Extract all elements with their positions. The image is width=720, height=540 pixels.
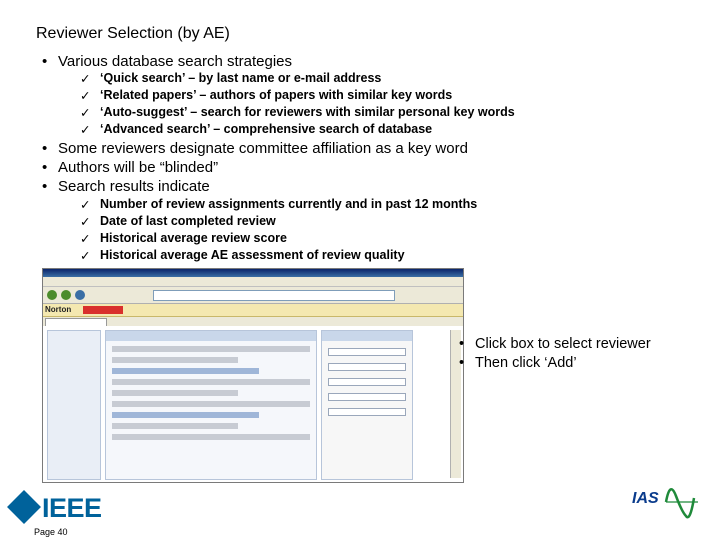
- norton-logo: Norton: [45, 305, 72, 314]
- checklist-text: ‘Quick search’ – by last name or e-mail address: [100, 71, 382, 85]
- screenshot-scrollbar: [450, 330, 461, 478]
- screenshot-toolbar: [43, 287, 463, 304]
- reload-icon: [75, 290, 85, 300]
- forward-icon: [61, 290, 71, 300]
- callout-click-add: [459, 355, 577, 371]
- bullet-committee: [42, 140, 468, 157]
- panel-header: [106, 331, 316, 341]
- page-number: Page 40: [34, 527, 68, 537]
- norton-toolbar: [43, 304, 463, 317]
- callout-text: Click box to select reviewer: [475, 336, 651, 352]
- screenshot-menubar: [43, 277, 463, 287]
- panel-row: [112, 379, 310, 385]
- checklist-text: ‘Related papers’ – authors of papers with similar key words: [100, 88, 453, 102]
- panel-row: [112, 390, 238, 396]
- checklist-item: [80, 88, 453, 103]
- address-bar: [153, 290, 395, 301]
- bullet-blinded: [42, 159, 219, 176]
- checklist-item: [80, 71, 382, 86]
- checkmark-icon: ✓: [80, 232, 91, 246]
- bullet-dot: •: [42, 159, 48, 176]
- bullet-text: Authors will be “blinded”: [58, 159, 219, 176]
- panel-row: [112, 423, 238, 429]
- checkmark-icon: ✓: [80, 249, 91, 263]
- slide-title: Reviewer Selection (by AE): [36, 25, 230, 42]
- screenshot-titlebar: [43, 269, 463, 277]
- panel-field: [328, 363, 406, 371]
- panel-field: [328, 408, 406, 416]
- checklist-item: [80, 231, 287, 246]
- checklist-text: Date of last completed review: [100, 214, 276, 228]
- back-icon: [47, 290, 57, 300]
- bullet-dot: •: [42, 178, 48, 195]
- browser-screenshot: [42, 268, 464, 483]
- checklist-item: [80, 248, 405, 263]
- panel-row: [112, 401, 310, 407]
- callout-select-reviewer: [459, 336, 651, 352]
- bullet-dot: •: [42, 53, 48, 70]
- ias-wordmark: IAS: [632, 490, 659, 507]
- panel-row: [112, 434, 310, 440]
- norton-status-badge: [83, 306, 123, 314]
- ieee-diamond-icon: [7, 490, 41, 524]
- bullet-text: Various database search strategies: [58, 53, 293, 70]
- checklist-item: [80, 197, 478, 212]
- checklist-item: [80, 214, 276, 229]
- bullet-text: Search results indicate: [58, 178, 210, 195]
- ias-wave-icon: [630, 476, 700, 524]
- screenshot-content: [43, 326, 463, 482]
- checkmark-icon: ✓: [80, 123, 91, 137]
- panel-field: [328, 348, 406, 356]
- callout-text: Then click ‘Add’: [475, 355, 577, 371]
- screenshot-sidebar: [47, 330, 101, 480]
- bullet-search-results: [42, 178, 210, 195]
- checkmark-icon: ✓: [80, 72, 91, 86]
- screenshot-form-panel: [321, 330, 413, 480]
- bullet-dot: •: [459, 336, 465, 352]
- bullet-dot: •: [42, 140, 48, 157]
- ias-logo: [630, 476, 700, 524]
- checkmark-icon: ✓: [80, 89, 91, 103]
- bullet-dot: •: [459, 355, 465, 371]
- checklist-text: Historical average review score: [100, 231, 287, 245]
- screenshot-search-panel: [105, 330, 317, 480]
- panel-header: [322, 331, 412, 341]
- checklist-text: ‘Auto-suggest’ – search for reviewers with similar personal key words: [100, 105, 515, 119]
- checklist-item: [80, 122, 433, 137]
- checkmark-icon: ✓: [80, 106, 91, 120]
- ieee-logo: [12, 493, 112, 525]
- checklist-item: [80, 105, 515, 120]
- bullet-strategies: [42, 53, 293, 70]
- panel-field: [328, 378, 406, 386]
- panel-row: [112, 368, 259, 374]
- panel-row: [112, 412, 259, 418]
- checkmark-icon: ✓: [80, 215, 91, 229]
- checklist-text: Historical average AE assessment of review quality: [100, 248, 405, 262]
- ieee-wordmark: IEEE: [42, 493, 102, 523]
- checkmark-icon: ✓: [80, 198, 91, 212]
- checklist-text: ‘Advanced search’ – comprehensive search of database: [100, 122, 433, 136]
- panel-row: [112, 346, 310, 352]
- checklist-text: Number of review assignments currently and in past 12 months: [100, 197, 478, 211]
- panel-field: [328, 393, 406, 401]
- bullet-text: Some reviewers designate committee affiliation as a key word: [58, 140, 468, 157]
- panel-row: [112, 357, 238, 363]
